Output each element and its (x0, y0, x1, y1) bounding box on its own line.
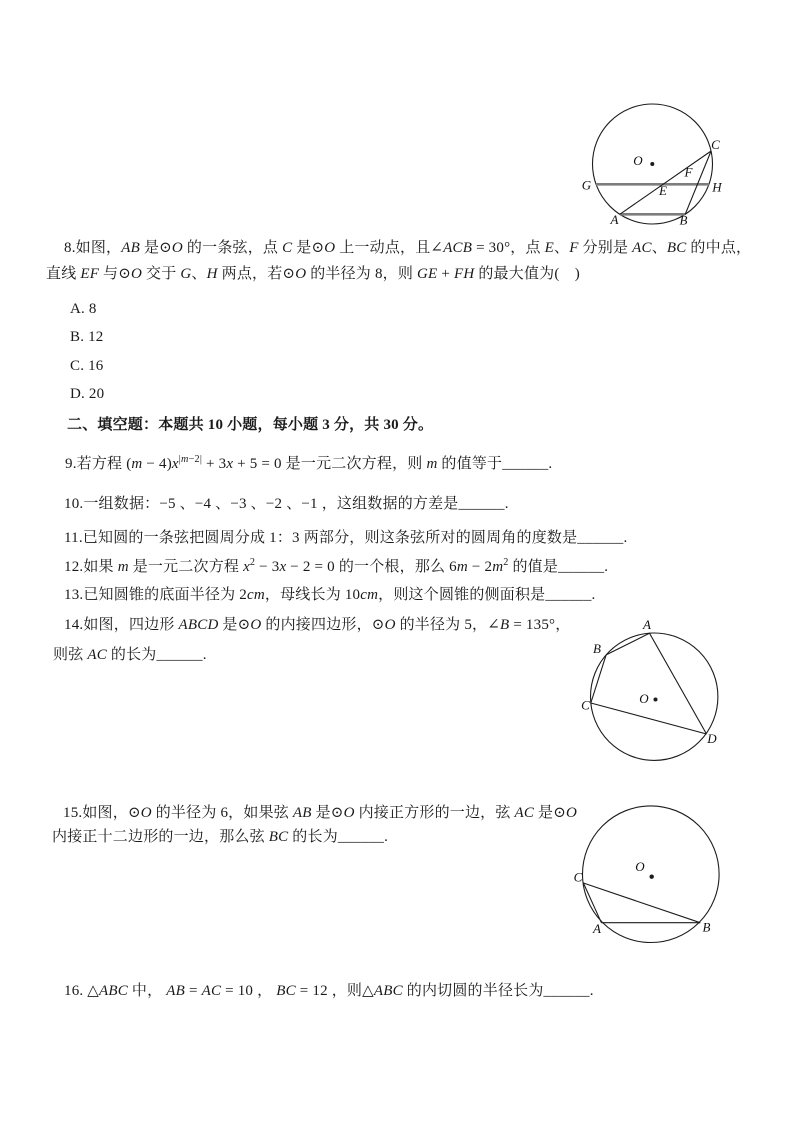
figure-chord-line (583, 883, 601, 923)
figure-point-label-F: F (684, 164, 693, 180)
question-15-line-1: 15.如图，⊙O 的半径为 6，如果弦 AB 是⊙O 内接正方形的一边，弦 AC 是⊙O (63, 805, 578, 821)
q8-option-d: D. 20 (70, 386, 105, 402)
question-14-line-2: 则弦 AC 的长为______. (53, 647, 207, 663)
figure-point-label-O: O (633, 152, 643, 168)
question-10: 10.一组数据：−5 、−4 、−3 、−2 、−1 ，这组数据的方差是______. (64, 496, 509, 512)
figure-chord-line (583, 883, 700, 923)
figure-center-dot (654, 698, 658, 702)
figure-q15-circle-diagram (572, 800, 726, 955)
figure-point-label-C: C (573, 869, 583, 885)
figure-center-dot (650, 162, 654, 166)
figure-point-label-H: H (712, 179, 722, 195)
figure-q8-circle-diagram (570, 98, 750, 239)
figure-point-label-A: A (643, 618, 651, 632)
question-13: 13.已知圆锥的底面半径为 2cm，母线长为 10cm，则这个圆锥的侧面积是______. (64, 587, 596, 603)
figure-point-label-O: O (639, 690, 649, 706)
figure-point-label-C: C (581, 697, 590, 713)
q8-option-b: B. 12 (70, 329, 104, 345)
q8-option-a: A. 8 (70, 301, 97, 317)
figure-point-label-O: O (635, 858, 645, 874)
question-15-line-2: 内接正十二边形的一边，那么弦 BC 的长为______. (52, 829, 389, 845)
figure-point-label-G: G (581, 177, 592, 193)
figure-center-dot (650, 875, 654, 879)
figure-point-label-C: C (711, 136, 720, 152)
question-14-line-1: 14.如图，四边形 ABCD 是⊙O 的内接四边形，⊙O 的半径为 5，∠B = 135°， (64, 617, 571, 633)
figure-point-label-B: B (593, 640, 601, 656)
question-8-line-2: 直线 EF 与⊙O 交于 G、H 两点，若⊙O 的半径为 8，则 GE + FH 的最大值为( ) (46, 266, 580, 282)
figure-point-label-A: A (593, 920, 601, 936)
figure-chord-line (650, 633, 707, 734)
figure-point-label-D: D (707, 730, 717, 746)
question-12: 12.如果 m 是一元二次方程 $x^2 - 3x - 2 = 0$ 的一个根，那么 $6m - 2m^2$ 的值是______. (64, 557, 609, 575)
figure-chord-line (606, 633, 649, 655)
question-8-line-1: 8.如图，AB 是⊙O 的一条弦，点 C 是⊙O 上一动点，且∠ACB = 30°，点 E、F 分别是 AC、BC 的中点， (64, 240, 752, 256)
figure-point-label-B: B (702, 919, 711, 935)
figure-chord-line (591, 703, 707, 734)
figure-point-label-E: E (659, 182, 667, 198)
question-11: 11.已知圆的一条弦把圆周分成 1：3 两部分，则这条弦所对的圆周角的度数是______. (64, 530, 628, 546)
figure-point-label-A: A (610, 211, 619, 227)
q8-option-c: C. 16 (70, 358, 104, 374)
question-9: 9.若方程 $(m - 4)x^{|m-2|} + 3x + 5 = 0$ 是一元二次方程，则 m 的值等于______. (65, 454, 553, 472)
figure-point-label-B: B (679, 212, 688, 228)
figure-circle (591, 633, 718, 760)
section-2-heading: 二、填空题：本题共 10 小题，每小题 3 分，共 30 分。 (67, 417, 434, 433)
question-16: 16. △ABC 中， AB = AC = 10 ， BC = 12 ，则△ABC 的内切圆的半径长为______. (64, 983, 594, 999)
figure-q14-circle-diagram (580, 618, 728, 773)
